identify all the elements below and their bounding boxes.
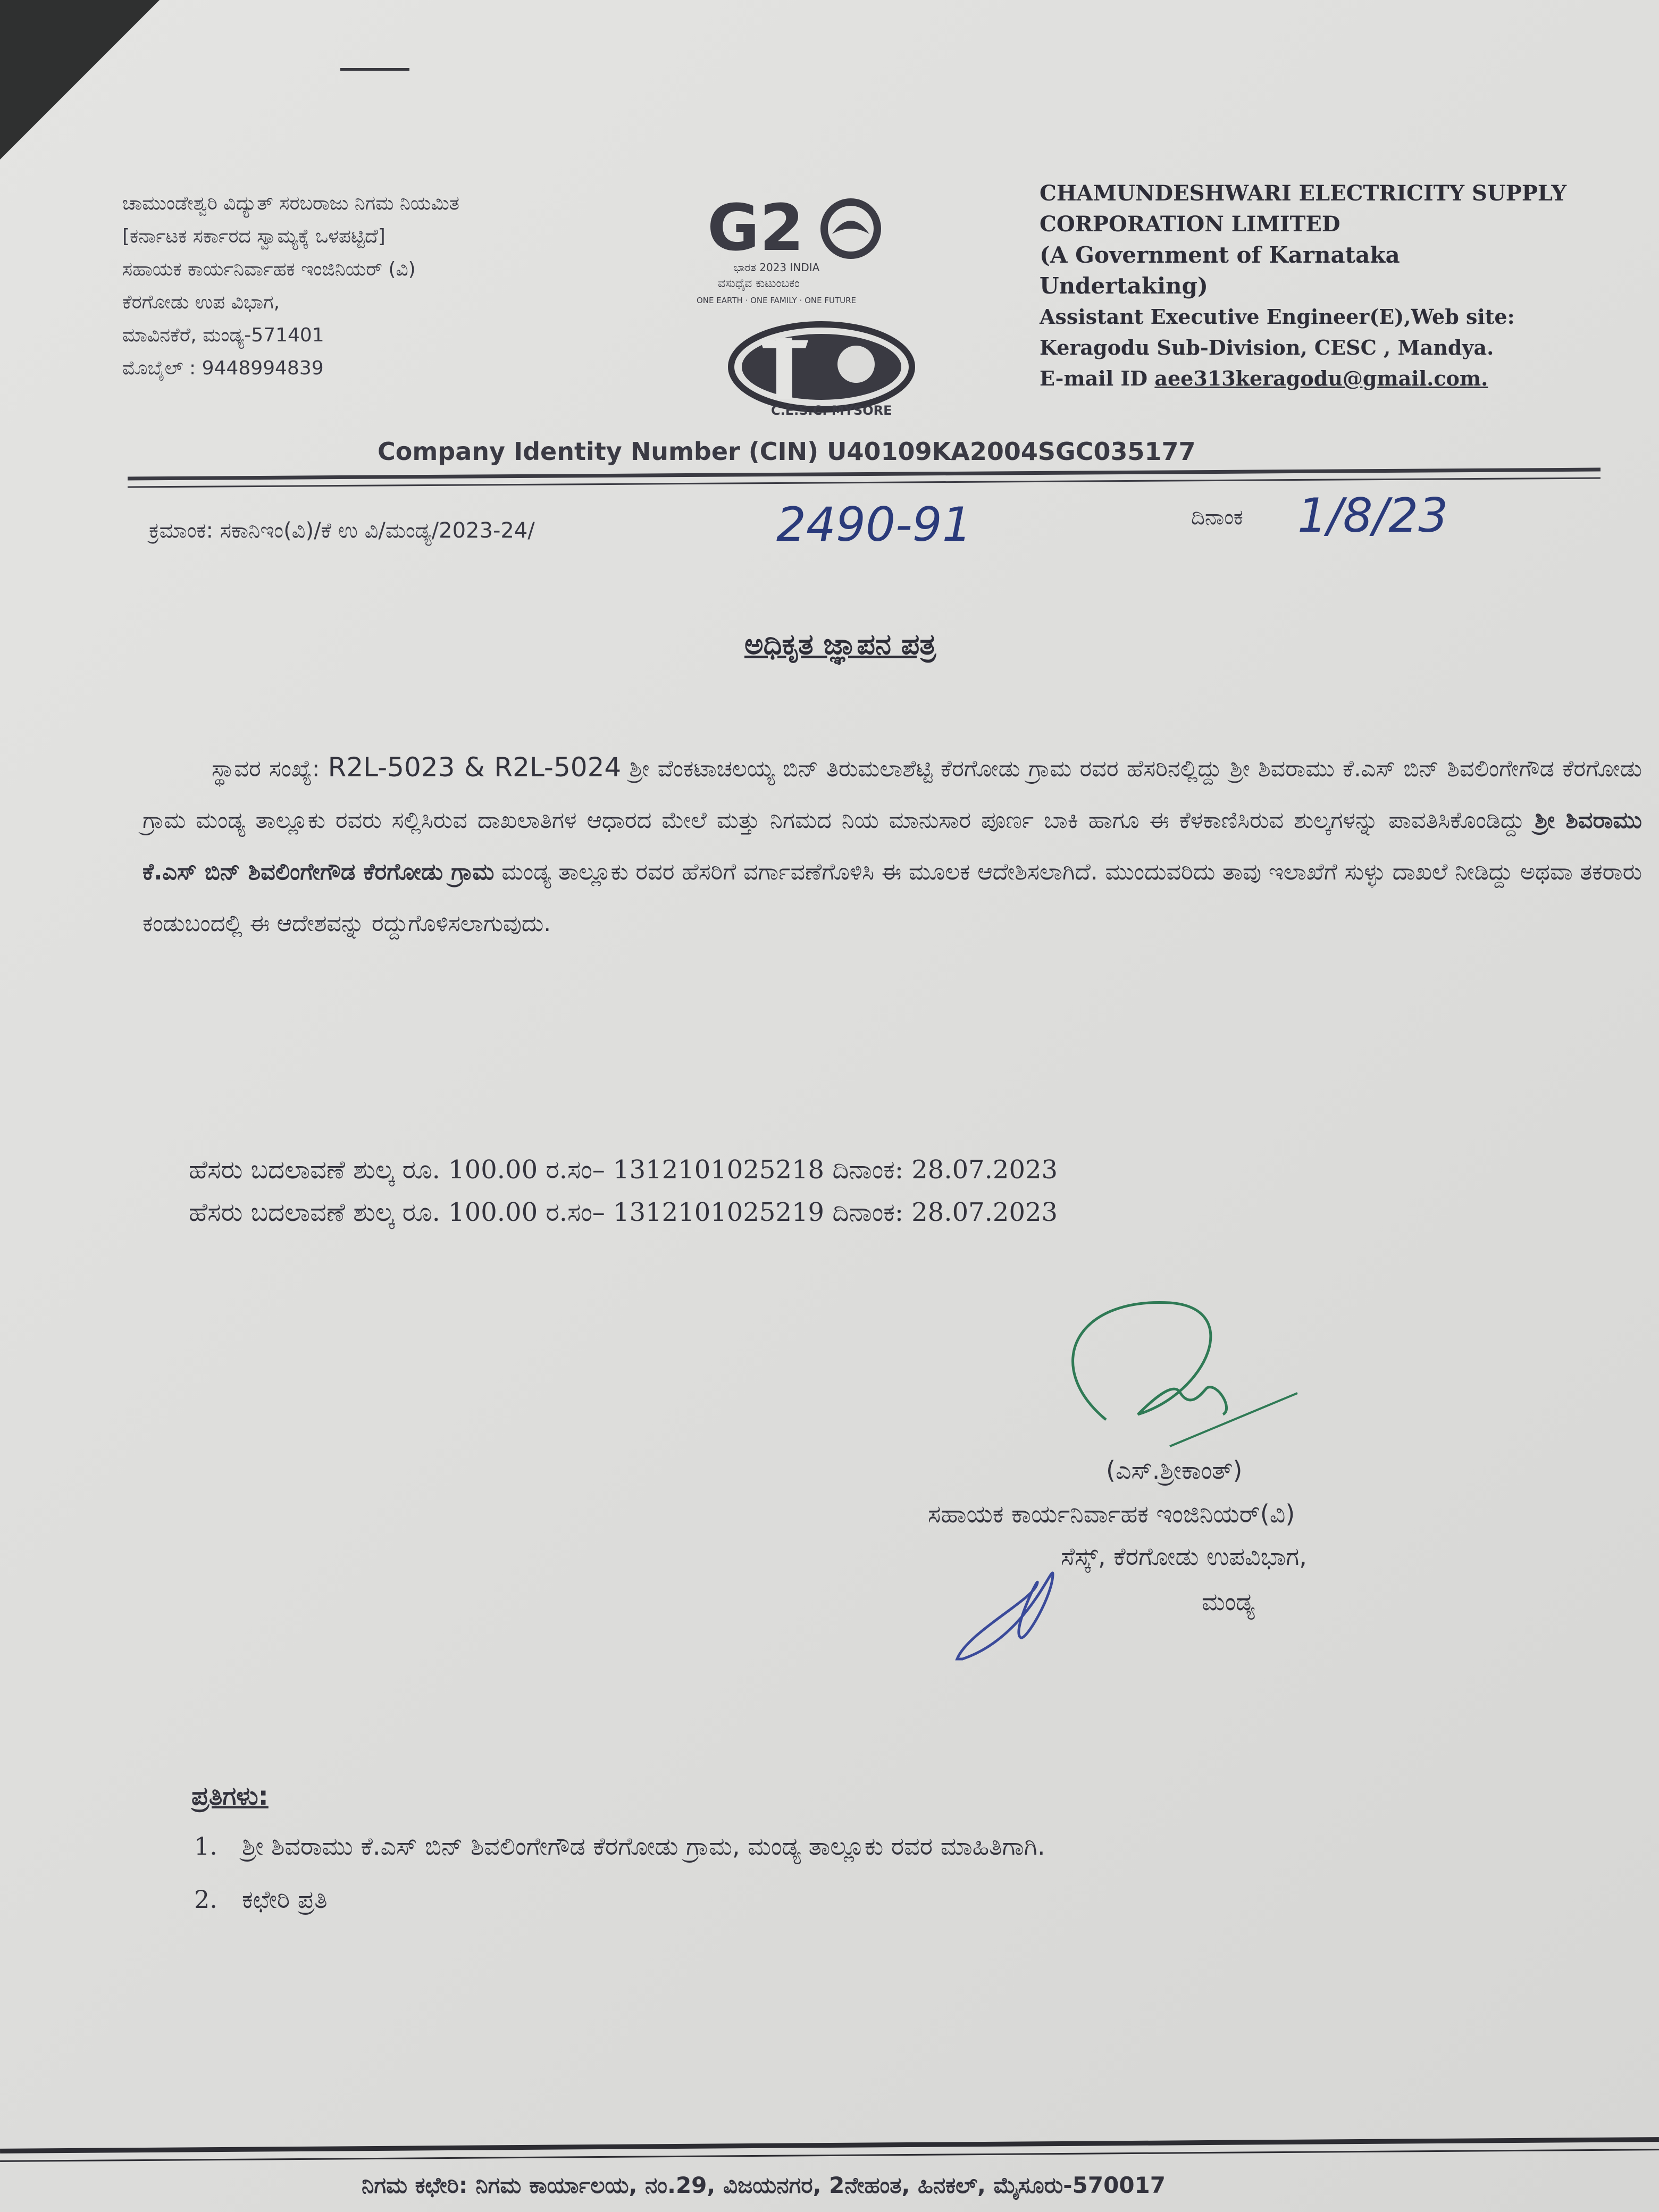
address-kannada: ಮಾವಿನಕೆರೆ, ಮಂಡ್ಯ-571401 [122, 324, 324, 346]
body-part3: ಮಂಡ್ಯ ತಾಲ್ಲೂಕು ರವರ ಹೆಸರಿಗೆ ವರ್ಗಾವಣೆಗೊಳಿಸಿ ಈ ಮೂಲಕ ಆದೇಶಿಸಲಾಗಿದೆ. ಮುಂದುವರಿದು ತಾವು ಇಲಾಖೆಗೆ ಸುಳ್ಳು ದಾಖಲೆ ನೀಡಿದ್ದು ಅಥವಾ ತಕರಾರು ಕಂಡುಬಂದಲ್ಲಿ ಈ ಆದೇಶವನ್ನು ರದ್ದುಗೊಳಿಸಲಾಗುವುದು. [143, 859, 1642, 937]
office-designation-kannada: ಸಹಾಯಕ ಕಾರ್ಯನಿರ್ವಾಹಕ ಇಂಜಿನಿಯರ್ (ವಿ) [122, 258, 416, 280]
footer-address: ನಿಗಮ ಕಛೇರಿ: ನಿಗಮ ಕಾರ್ಯಾಲಯ, ನಂ.29, ವಿಜಯನಗರ, 2ನೇಹಂತ, ಹಿನಕಲ್, ಮೈಸೂರು-570017 [362, 2172, 1166, 2198]
memo-body [143, 742, 1642, 950]
reference-label: ಕ್ರಮಾಂಕ: ಸಕಾನಿಇಂ(ವಿ)/ಕೆ ಉ ವಿ/ಮಂಡ್ಯ/2023-24/ [149, 518, 535, 543]
cesc-emblem [731, 324, 912, 418]
email-label: E-mail ID [1040, 366, 1155, 390]
copy-number: 2. [194, 1885, 217, 1914]
lotus-petals-icon [832, 221, 869, 234]
new-owner-name: ಶ್ರೀ ಶಿವರಾಮು ಕೆ.ಎಸ್ ಬಿನ್ ಶಿವಲಿಂಗೇಗೌಡ ಕೆರಗೋಡು ಗ್ರಾಮ [143, 807, 1642, 885]
copies-heading: ಪ್ರತಿಗಳು: [191, 1781, 269, 1811]
govt-undertaking-english-2: Undertaking) [1040, 273, 1208, 299]
body-part2: ಶ್ರೀ ವೆಂಕಟಾಚಲಯ್ಯ ಬಿನ್ ತಿರುಮಲಾಶೆಟ್ಟಿ ಕೆರಗೋಡು ಗ್ರಾಮ ರವರ ಹೆಸರಿನಲ್ಲಿದ್ದು ಶ್ರೀ ಶಿವರಾಮು ಕೆ.ಎಸ್ ಬಿನ್ ಶಿವಲಿಂಗೇಗೌಡ ಕೆರಗೋಡು ಗ್ರಾಮ ಮಂಡ್ಯ ತಾಲ್ಲೂಕು ರವರು ಸಲ್ಲಿಸಿರುವ ದಾಖಲಾತಿಗಳ ಆಧಾರದ ಮೇಲೆ ಮತ್ತು ನಿಗಮದ ನಿಯ ಮಾನುಸಾರ ಪೂರ್ಣ ಬಾಕಿ ಹಾಗೂ ಈ ಕೆಳಕಾಣಿಸಿರುವ ಶುಲ್ಕಗಳನ್ನು ಪಾವತಿಸಿಕೊಂಡಿದ್ದು [143, 756, 1642, 834]
copy-item [194, 1832, 1045, 1862]
govt-undertaking-kannada: [ಕರ್ನಾಟಕ ಸರ್ಕಾರದ ಸ್ವಾಮ್ಯಕ್ಕೆ ಒಳಪಟ್ಟಿದೆ] [122, 225, 386, 247]
copy-text: ಕಛೇರಿ ಪ್ರತಿ [242, 1885, 328, 1914]
g20-sub1: ಭಾರತ 2023 INDIA [734, 261, 820, 274]
installation-codes: R2L-5023 & R2L-5024 [328, 752, 622, 783]
g20-sub3: ONE EARTH · ONE FAMILY · ONE FUTURE [697, 296, 856, 305]
org-name-english-2: CORPORATION LIMITED [1040, 212, 1340, 237]
subdivision-english: Keragodu Sub-Division, CESC , Mandya. [1040, 336, 1494, 359]
subdivision-kannada: ಕೆರಗೋಡು ಉಪ ವಿಭಾಗ, [122, 291, 280, 313]
g20-text: G2 [707, 191, 804, 265]
date-handwritten: 1/8/23 [1297, 488, 1448, 543]
signatory-office: ಸೆಸ್ಕ್, ಕೆರಗೋಡು ಉಪವಿಭಾಗ, [1061, 1542, 1307, 1571]
cesc-text: C.E.S.C. MYSORE [771, 403, 892, 418]
org-name-english-1: CHAMUNDESHWARI ELECTRICITY SUPPLY [1040, 181, 1567, 206]
date-label: ದಿನಾಂಕ [1191, 505, 1243, 530]
kannada-letterhead [122, 187, 659, 385]
email-line [1040, 363, 1624, 394]
body-intro: ಸ್ಥಾವರ ಸಂಖ್ಯೆ: [212, 756, 328, 782]
signatory-place: ಮಂಡ್ಯ [1202, 1587, 1255, 1616]
govt-undertaking-english-1: (A Government of Karnataka [1040, 242, 1400, 268]
email-address-link[interactable]: aee313keragodu@gmail.com. [1154, 366, 1488, 390]
signatory-name: (ಎಸ್.ಶ್ರೀಕಾಂತ್) [1106, 1456, 1243, 1485]
g20-cesc-logo [697, 186, 946, 420]
org-name-kannada: ಚಾಮುಂಡೇಶ್ವರಿ ವಿದ್ಯುತ್ ಸರಬರಾಜು ನಿಗಮ ನಿಯಮಿತ [122, 192, 459, 214]
fee-line-2: ಹೆಸರು ಬದಲಾವಣೆ ಶುಲ್ಕ ರೂ. 100.00 ರ.ಸಂ– 1312101025219 ದಿನಾಂಕ: 28.07.2023 [189, 1197, 1058, 1227]
bulb-icon [837, 346, 875, 383]
g20-logo [697, 191, 877, 305]
pen-mark [340, 68, 409, 71]
signatory-designation: ಸಹಾಯಕ ಕಾರ್ಯನಿರ್ವಾಹಕ ಇಂಜಿನಿಯರ್(ವಿ) [928, 1499, 1295, 1528]
copy-number: 1. [194, 1832, 217, 1861]
mobile-kannada: ಮೊಬೈಲ್ : 9448994839 [122, 357, 324, 379]
copy-text: ಶ್ರೀ ಶಿವರಾಮು ಕೆ.ಎಸ್ ಬಿನ್ ಶಿವಲಿಂಗೇಗೌಡ ಕೆರಗೋಡು ಗ್ರಾಮ, ಮಂಡ್ಯ ತಾಲ್ಲೂಕು ರವರ ಮಾಹಿತಿಗಾಗಿ. [242, 1832, 1045, 1861]
g20-sub2: ವಸುಧೈವ ಕುಟುಂಬಕಂ [718, 277, 800, 290]
reference-number-handwritten: 2490-91 [776, 497, 972, 552]
signature-green [1032, 1287, 1340, 1468]
fee-line-1: ಹೆಸರು ಬದಲಾವಣೆ ಶುಲ್ಕ ರೂ. 100.00 ರ.ಸಂ– 1312101025218 ದಿನಾಂಕ: 28.07.2023 [189, 1155, 1058, 1185]
memo-title: ಅಧಿಕೃತ ಜ್ಞಾಪನ ಪತ್ರ [744, 627, 936, 661]
dark-corner [0, 0, 160, 160]
copy-item [194, 1885, 328, 1915]
english-letterhead [1040, 178, 1624, 394]
initial-blue [946, 1553, 1085, 1670]
cin-number: Company Identity Number (CIN) U40109KA2004SGC035177 [378, 437, 1196, 466]
office-designation-english: Assistant Executive Engineer(E),Web site: [1040, 305, 1515, 329]
